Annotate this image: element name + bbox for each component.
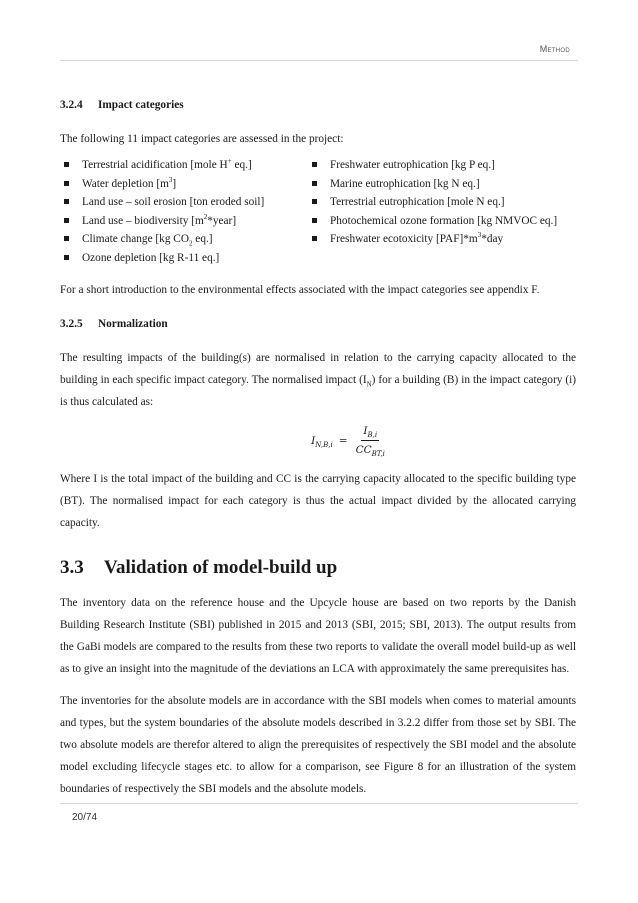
list-item: Terrestrial eutrophication [mole N eq.] [308, 193, 576, 212]
validation-paragraph-2: The inventories for the absolute models are in accordance with the SBI models when comes to material amounts and types, but the system boundaries of the absolute models described in 3.2.2 differ from those set by SBI. The two absolute models are therefor altered to align the prerequisites of respectively the SBI model and the absolute model excluding lifecycle stages etc. to allow for a comparison, see Figure 8 for an illustration of the system boundaries of respectively the SBI models and the absolute models. [60, 695, 576, 795]
normalization-paragraph: The resulting impacts of the building(s) are normalised in relation to the carrying capacity allocated to the building in each specific impact category. The normalised impact $(I_N)$ for a building (B) in the impact category (i) is thus calculated as: [60, 352, 576, 408]
list-item: Freshwater ecotoxicity $[PAF]*m^3*day$ [308, 230, 576, 249]
header-section: Method [539, 44, 570, 54]
list-item: Ozone depletion [kg R-11 eq.] [60, 249, 308, 268]
validation-paragraph-1: The inventory data on the reference house and the Upcycle house are based on two reports by the Danish Building Research Institute (SBI) published in 2015 and 2013 (SBI, 2015; SBI, 2013). The output results from the GaBi models are compared to the results from these two reports to validate the overall model build-up as well as to give an insight into the magnitude of the deviations an LCA with approximately the same prerequisites has. [60, 597, 576, 675]
list-item: Photochemical ozone formation [kg NMVOC eq.] [308, 212, 576, 231]
list-item: Marine eutrophication [kg N eq.] [308, 175, 576, 194]
impact-list-right [308, 156, 576, 267]
page-body [60, 94, 576, 800]
section-title: Normalization [98, 318, 168, 330]
heading-3-2-5 [60, 313, 576, 335]
running-header [540, 44, 570, 54]
section-title: Validation of model-build up [104, 557, 338, 578]
normalization-explanation: Where I is the total impact of the building and CC is the carrying capacity allocated to the specific building type (BT). The normalised impact for each category is thus the actual impact divided by the allocated carrying capacity. [60, 473, 576, 529]
heading-3-2-4 [60, 94, 576, 116]
impact-intro: The following 11 impact categories are assessed in the project: [60, 133, 344, 145]
section-number: 3.3 [60, 557, 84, 578]
list-item: Land use – biodiversity $[m^2*year]$ [60, 212, 308, 231]
formula-equals: = [338, 434, 348, 447]
list-item: Climate change [kg $CO_2$ eq.] [60, 230, 308, 249]
footer-rule [60, 803, 578, 804]
impact-category-list [60, 156, 576, 267]
impact-outro: For a short introduction to the environmental effects associated with the impact categories see appendix F. [60, 284, 540, 296]
list-item: Terrestrial acidification [mole H+ eq.] [60, 156, 308, 175]
formula-numerator: $I_{B,i}$ [363, 425, 378, 440]
formula-lhs: $I_{N,B,i}$ [311, 434, 333, 449]
list-item: Water depletion $[m^3]$ [60, 175, 308, 194]
section-number: 3.2.5 [60, 318, 83, 330]
section-title: Impact categories [98, 99, 184, 111]
heading-3-3 [60, 556, 576, 580]
page-number: 20/74 [72, 812, 98, 823]
formula-denominator: $CC_{BT,i}$ [355, 444, 385, 459]
header-rule [60, 60, 578, 61]
list-item: Land use – soil erosion [ton eroded soil] [60, 193, 308, 212]
list-item: Freshwater eutrophication [kg P eq.] [308, 156, 576, 175]
section-number: 3.2.4 [60, 99, 83, 111]
formula-fraction [356, 423, 385, 458]
impact-list-left [60, 156, 308, 267]
normalization-formula [120, 423, 576, 458]
